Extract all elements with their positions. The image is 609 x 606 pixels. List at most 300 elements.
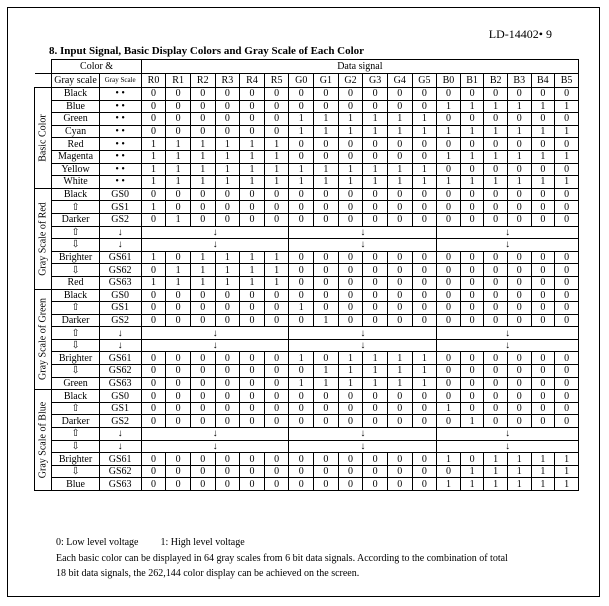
bit-cell-r5: 0 [264, 390, 289, 403]
bit-cell-g2: 0 [338, 415, 363, 428]
bit-cell-g2: 1 [338, 125, 363, 138]
bit-cell-b1: 0 [460, 276, 484, 289]
arrow-cell-g: ↓ [289, 239, 437, 252]
bit-cell-g0: 1 [289, 176, 314, 189]
bit-cell-b4: 0 [531, 88, 555, 101]
bit-cell-r3: 0 [215, 465, 240, 478]
bit-cell-g4: 0 [387, 302, 412, 315]
bit-cell-r3: 0 [215, 100, 240, 113]
group-label: Gray Scale of Red [37, 201, 49, 276]
bit-cell-r4: 1 [240, 163, 265, 176]
bit-cell-g2: 0 [338, 478, 363, 491]
bit-cell-g5: 0 [412, 138, 437, 151]
bit-cell-b0: 0 [437, 188, 461, 201]
bit-cell-r0: 0 [141, 352, 166, 365]
bit-cell-b5: 0 [555, 264, 579, 277]
bit-cell-b4: 0 [531, 113, 555, 126]
gray-scale-cell: ↓ [99, 440, 141, 453]
bit-cell-g3: 0 [363, 314, 388, 327]
bit-cell-g3: 1 [363, 377, 388, 390]
bit-cell-b1: 0 [460, 213, 484, 226]
bit-cell-r4: 0 [240, 88, 265, 101]
table-row [35, 365, 579, 378]
bit-cell-g4: 0 [387, 314, 412, 327]
table-row [35, 352, 579, 365]
color-name-cell: Darker [52, 415, 99, 428]
bit-cell-r2: 0 [190, 478, 215, 491]
bit-cell-r2: 0 [190, 88, 215, 101]
bit-cell-b0: 0 [437, 213, 461, 226]
bit-cell-r0: 0 [141, 377, 166, 390]
bit-cell-b3: 0 [507, 377, 531, 390]
table-row [35, 440, 579, 453]
color-name-cell: ⇧ [52, 302, 99, 315]
bit-cell-b1: 0 [460, 88, 484, 101]
bit-cell-g1: 0 [314, 302, 339, 315]
bit-cell-r1: 0 [166, 113, 191, 126]
bit-cell-r0: 1 [141, 251, 166, 264]
table-row [35, 390, 579, 403]
bit-cell-g1: 0 [314, 201, 339, 214]
arrow-cell-r: ↓ [141, 226, 289, 239]
bit-cell-g3: 0 [363, 138, 388, 151]
bit-cell-b1: 0 [460, 390, 484, 403]
bit-cell-r2: 1 [190, 276, 215, 289]
bit-cell-r1: 0 [166, 302, 191, 315]
bit-cell-g2: 0 [338, 390, 363, 403]
bit-cell-b0: 0 [437, 415, 461, 428]
bit-cell-g4: 0 [387, 201, 412, 214]
bit-cell-r4: 0 [240, 201, 265, 214]
bit-cell-b0: 1 [437, 100, 461, 113]
bit-cell-g0: 0 [289, 213, 314, 226]
bit-cell-g5: 0 [412, 213, 437, 226]
bit-cell-r4: 0 [240, 302, 265, 315]
bit-cell-g0: 1 [289, 302, 314, 315]
arrow-cell-r: ↓ [141, 327, 289, 340]
bit-cell-b2: 0 [484, 377, 508, 390]
bit-cell-r4: 0 [240, 415, 265, 428]
bit-cell-r1: 0 [166, 289, 191, 302]
bit-cell-g3: 0 [363, 390, 388, 403]
bit-cell-g2: 0 [338, 453, 363, 466]
table-row [35, 327, 579, 340]
bit-cell-g5: 0 [412, 289, 437, 302]
arrow-cell-b: ↓ [437, 440, 579, 453]
bit-cell-b0: 1 [437, 453, 461, 466]
bit-cell-g5: 0 [412, 314, 437, 327]
bit-cell-b3: 0 [507, 88, 531, 101]
color-name-cell: White [52, 176, 99, 189]
bit-cell-g2: 0 [338, 302, 363, 315]
bit-cell-g2: 0 [338, 213, 363, 226]
bit-cell-g1: 0 [314, 478, 339, 491]
bit-cell-g0: 0 [289, 465, 314, 478]
bit-cell-g1: 0 [314, 100, 339, 113]
gray-scale-cell: GS63 [99, 478, 141, 491]
bit-cell-g3: 1 [363, 125, 388, 138]
bit-cell-b0: 0 [437, 314, 461, 327]
bit-cell-r3: 0 [215, 352, 240, 365]
table-row [35, 314, 579, 327]
bit-cell-g5: 1 [412, 125, 437, 138]
bit-cell-r0: 0 [141, 213, 166, 226]
bit-cell-g3: 0 [363, 453, 388, 466]
gray-scale-cell: GS61 [99, 352, 141, 365]
gray-scale-cell: GS62 [99, 465, 141, 478]
table-row [35, 100, 579, 113]
color-name-cell: Blue [52, 478, 99, 491]
bit-cell-r3: 0 [215, 478, 240, 491]
signal-header-b2: B2 [484, 74, 508, 88]
signal-header-r4: R4 [240, 74, 265, 88]
bit-cell-b1: 0 [460, 377, 484, 390]
bit-cell-g2: 0 [338, 289, 363, 302]
bit-cell-g2: 0 [338, 88, 363, 101]
bit-cell-b4: 0 [531, 377, 555, 390]
bit-cell-r3: 0 [215, 289, 240, 302]
data-signal-header: Data signal [141, 60, 578, 74]
bit-cell-r2: 0 [190, 289, 215, 302]
bit-cell-b3: 0 [507, 201, 531, 214]
group-label-cell [35, 390, 52, 491]
table-row [35, 465, 579, 478]
bit-cell-b0: 1 [437, 478, 461, 491]
gray-scale-cell: GS0 [99, 188, 141, 201]
bit-cell-g1: 0 [314, 453, 339, 466]
bit-cell-r1: 0 [166, 453, 191, 466]
bit-cell-g3: 0 [363, 251, 388, 264]
bit-cell-b2: 1 [484, 176, 508, 189]
color-name-cell: ⇩ [52, 440, 99, 453]
bit-cell-g4: 0 [387, 453, 412, 466]
bit-cell-g5: 0 [412, 302, 437, 315]
bit-cell-b1: 0 [460, 188, 484, 201]
bit-cell-b2: 0 [484, 88, 508, 101]
bit-cell-g1: 1 [314, 314, 339, 327]
bit-cell-g3: 0 [363, 402, 388, 415]
notes-line-1: Each basic color can be displayed in 64 gray scales from 6 bit data signals. According to the combination of total [56, 552, 508, 564]
bit-cell-r0: 1 [141, 150, 166, 163]
bit-cell-r4: 0 [240, 390, 265, 403]
bit-cell-r0: 0 [141, 188, 166, 201]
bit-cell-g4: 0 [387, 465, 412, 478]
bit-cell-r1: 0 [166, 125, 191, 138]
bit-cell-g2: 0 [338, 264, 363, 277]
bit-cell-r5: 0 [264, 289, 289, 302]
arrow-cell-b: ↓ [437, 239, 579, 252]
bit-cell-b0: 0 [437, 113, 461, 126]
bit-cell-r4: 1 [240, 150, 265, 163]
bit-cell-g4: 0 [387, 213, 412, 226]
bit-cell-g1: 0 [314, 402, 339, 415]
table-row [35, 125, 579, 138]
bit-cell-g5: 0 [412, 251, 437, 264]
bit-cell-b5: 0 [555, 276, 579, 289]
bit-cell-g0: 1 [289, 377, 314, 390]
bit-cell-g2: 1 [338, 176, 363, 189]
group-label: Gray Scale of Blue [37, 401, 49, 479]
bit-cell-r1: 1 [166, 163, 191, 176]
notes-line-2: 18 bit data signals, the 262,144 color display can be achieved on the screen. [56, 568, 360, 579]
bit-cell-r4: 0 [240, 478, 265, 491]
bit-cell-r3: 0 [215, 402, 240, 415]
bit-cell-r0: 1 [141, 201, 166, 214]
bit-cell-g0: 0 [289, 314, 314, 327]
gray-scale-cell: • • [99, 113, 141, 126]
bit-cell-r5: 1 [264, 163, 289, 176]
bit-cell-g1: 1 [314, 113, 339, 126]
bit-cell-r0: 0 [141, 125, 166, 138]
bit-cell-r5: 0 [264, 415, 289, 428]
bit-cell-r3: 1 [215, 176, 240, 189]
bit-cell-g0: 0 [289, 453, 314, 466]
bit-cell-b3: 1 [507, 150, 531, 163]
bit-cell-g1: 1 [314, 163, 339, 176]
bit-cell-g2: 0 [338, 201, 363, 214]
bit-cell-b1: 0 [460, 264, 484, 277]
bit-cell-g3: 0 [363, 100, 388, 113]
bit-cell-g4: 0 [387, 150, 412, 163]
group-label-cell [35, 188, 52, 289]
corner-cell [35, 60, 52, 74]
bit-cell-g5: 1 [412, 377, 437, 390]
bit-cell-r1: 0 [166, 402, 191, 415]
bit-cell-b4: 0 [531, 264, 555, 277]
bit-cell-g4: 1 [387, 113, 412, 126]
bit-cell-b2: 0 [484, 352, 508, 365]
bit-cell-g0: 0 [289, 138, 314, 151]
bit-cell-b2: 0 [484, 314, 508, 327]
corner-cell-2 [35, 74, 52, 88]
bit-cell-g5: 0 [412, 390, 437, 403]
gray-scale-cell: • • [99, 88, 141, 101]
bit-cell-r4: 1 [240, 276, 265, 289]
bit-cell-b4: 1 [531, 100, 555, 113]
color-name-cell: Red [52, 276, 99, 289]
bit-cell-b4: 1 [531, 465, 555, 478]
bit-cell-g5: 0 [412, 100, 437, 113]
bit-cell-r0: 0 [141, 402, 166, 415]
bit-cell-b2: 0 [484, 402, 508, 415]
table-row [35, 289, 579, 302]
bit-cell-r0: 0 [141, 478, 166, 491]
bit-cell-r3: 0 [215, 113, 240, 126]
table-row [35, 239, 579, 252]
bit-cell-r1: 0 [166, 352, 191, 365]
bit-cell-g5: 0 [412, 465, 437, 478]
bit-cell-b0: 0 [437, 465, 461, 478]
bit-cell-b1: 0 [460, 113, 484, 126]
arrow-cell-b: ↓ [437, 327, 579, 340]
gray-scale-cell: ↓ [99, 428, 141, 441]
bit-cell-r2: 0 [190, 314, 215, 327]
bit-cell-b3: 0 [507, 276, 531, 289]
bit-cell-r1: 0 [166, 100, 191, 113]
bit-cell-r0: 1 [141, 276, 166, 289]
bit-cell-b0: 0 [437, 138, 461, 151]
arrow-cell-g: ↓ [289, 339, 437, 352]
bit-cell-r1: 0 [166, 88, 191, 101]
bit-cell-r5: 1 [264, 276, 289, 289]
bit-cell-b5: 0 [555, 138, 579, 151]
bit-cell-g5: 1 [412, 176, 437, 189]
bit-cell-g1: 0 [314, 188, 339, 201]
bit-cell-b3: 0 [507, 138, 531, 151]
bit-cell-r5: 1 [264, 138, 289, 151]
bit-cell-b5: 0 [555, 289, 579, 302]
bit-cell-b1: 0 [460, 453, 484, 466]
bit-cell-r3: 0 [215, 390, 240, 403]
bit-cell-g0: 0 [289, 276, 314, 289]
bit-cell-g3: 1 [363, 176, 388, 189]
bit-cell-r3: 0 [215, 415, 240, 428]
bit-cell-r2: 0 [190, 365, 215, 378]
bit-cell-g3: 0 [363, 88, 388, 101]
bit-cell-g5: 0 [412, 478, 437, 491]
bit-cell-g0: 1 [289, 113, 314, 126]
bit-cell-r2: 0 [190, 402, 215, 415]
bit-cell-r2: 1 [190, 150, 215, 163]
bit-cell-r2: 0 [190, 302, 215, 315]
bit-cell-b5: 1 [555, 465, 579, 478]
bit-cell-g0: 1 [289, 125, 314, 138]
gray-scale-cell: GS63 [99, 377, 141, 390]
bit-cell-b5: 0 [555, 213, 579, 226]
bit-cell-r1: 0 [166, 314, 191, 327]
bit-cell-b1: 1 [460, 100, 484, 113]
bit-cell-b2: 0 [484, 415, 508, 428]
bit-cell-b4: 1 [531, 478, 555, 491]
signal-header-g2: G2 [338, 74, 363, 88]
bit-cell-r0: 0 [141, 390, 166, 403]
bit-cell-r3: 1 [215, 138, 240, 151]
bit-cell-b0: 0 [437, 390, 461, 403]
signal-header-g1: G1 [314, 74, 339, 88]
bit-cell-b4: 0 [531, 276, 555, 289]
bit-cell-g2: 0 [338, 465, 363, 478]
table-row [35, 213, 579, 226]
gray-scale-cell: GS63 [99, 276, 141, 289]
bit-cell-g2: 0 [338, 314, 363, 327]
gray-scale-cell: GS2 [99, 314, 141, 327]
bit-cell-b5: 1 [555, 176, 579, 189]
table-row [35, 176, 579, 189]
bit-cell-r1: 0 [166, 415, 191, 428]
bit-cell-b3: 0 [507, 213, 531, 226]
color-name-cell: Darker [52, 314, 99, 327]
bit-cell-r1: 1 [166, 150, 191, 163]
bit-cell-g1: 0 [314, 138, 339, 151]
bit-cell-g3: 0 [363, 201, 388, 214]
gray-scale-cell: ↓ [99, 226, 141, 239]
bit-cell-r5: 0 [264, 88, 289, 101]
bit-cell-g3: 0 [363, 264, 388, 277]
bit-cell-r3: 0 [215, 377, 240, 390]
bit-cell-r1: 0 [166, 188, 191, 201]
bit-cell-b1: 0 [460, 289, 484, 302]
color-name-cell: Brighter [52, 453, 99, 466]
gray-scale-cell: • • [99, 100, 141, 113]
signal-header-g5: G5 [412, 74, 437, 88]
bit-cell-b0: 0 [437, 302, 461, 315]
bit-cell-b3: 0 [507, 188, 531, 201]
bit-cell-r4: 0 [240, 289, 265, 302]
bit-cell-b1: 1 [460, 415, 484, 428]
bit-cell-g4: 1 [387, 176, 412, 189]
bit-cell-g4: 0 [387, 415, 412, 428]
bit-cell-b3: 1 [507, 465, 531, 478]
bit-cell-r4: 1 [240, 176, 265, 189]
table-row [35, 150, 579, 163]
bit-cell-b0: 0 [437, 251, 461, 264]
bit-cell-g4: 0 [387, 188, 412, 201]
color-gray-scale-label: Color & [80, 60, 114, 72]
bit-cell-b4: 0 [531, 251, 555, 264]
bit-cell-b2: 0 [484, 302, 508, 315]
bit-cell-r2: 0 [190, 188, 215, 201]
bit-cell-g2: 0 [338, 402, 363, 415]
bit-cell-r1: 1 [166, 176, 191, 189]
bit-cell-r3: 0 [215, 302, 240, 315]
bit-cell-g4: 0 [387, 289, 412, 302]
bit-cell-g4: 1 [387, 377, 412, 390]
bit-cell-g2: 0 [338, 150, 363, 163]
bit-cell-b1: 0 [460, 314, 484, 327]
color-name-cell: Black [52, 289, 99, 302]
color-name-cell: Black [52, 390, 99, 403]
color-name-cell: Magenta [52, 150, 99, 163]
table-row [35, 276, 579, 289]
arrow-cell-g: ↓ [289, 327, 437, 340]
bit-cell-b5: 0 [555, 163, 579, 176]
table-row [35, 88, 579, 101]
bit-cell-b4: 0 [531, 390, 555, 403]
bit-cell-b4: 0 [531, 365, 555, 378]
bit-cell-g5: 0 [412, 402, 437, 415]
bit-cell-g5: 1 [412, 365, 437, 378]
bit-cell-b1: 1 [460, 125, 484, 138]
color-name-cell: Blue [52, 100, 99, 113]
bit-cell-b1: 0 [460, 138, 484, 151]
bit-cell-g1: 0 [314, 289, 339, 302]
bit-cell-r4: 0 [240, 314, 265, 327]
bit-cell-b3: 0 [507, 163, 531, 176]
color-name-cell: Black [52, 88, 99, 101]
gray-scale-column-header: Gray Scale [99, 74, 141, 88]
bit-cell-r2: 0 [190, 453, 215, 466]
bit-cell-b1: 1 [460, 150, 484, 163]
bit-cell-g3: 0 [363, 302, 388, 315]
bit-cell-b5: 0 [555, 390, 579, 403]
bit-cell-r3: 0 [215, 365, 240, 378]
bit-cell-b3: 0 [507, 390, 531, 403]
bit-cell-b0: 0 [437, 163, 461, 176]
bit-cell-b2: 0 [484, 188, 508, 201]
bit-cell-r0: 0 [141, 465, 166, 478]
bit-cell-r5: 0 [264, 352, 289, 365]
color-name-cell: Yellow [52, 163, 99, 176]
bit-cell-r3: 1 [215, 251, 240, 264]
bit-cell-b5: 0 [555, 113, 579, 126]
signal-header-b3: B3 [507, 74, 531, 88]
bit-cell-r1: 1 [166, 264, 191, 277]
bit-cell-r2: 0 [190, 201, 215, 214]
bit-cell-g3: 1 [363, 163, 388, 176]
bit-cell-b5: 0 [555, 314, 579, 327]
gray-scale-cell: GS2 [99, 415, 141, 428]
bit-cell-b4: 1 [531, 125, 555, 138]
